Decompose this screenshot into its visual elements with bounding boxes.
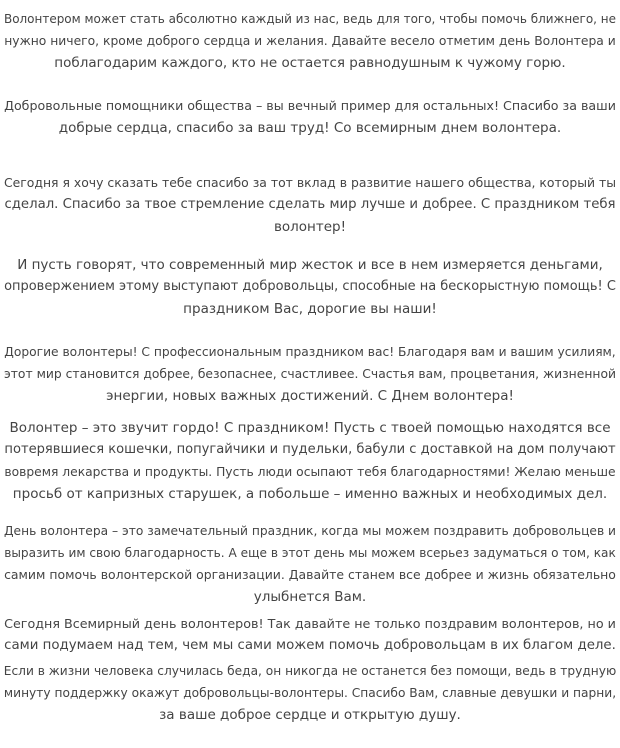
greeting-paragraph-3	[0, 172, 620, 238]
text-line: опровержением этому выступают добровольцы, способные на бескорыстную помощь! С	[4, 279, 616, 294]
text-line: потерявшиеся кошечки, попугайчики и пудельки, бабули с доставкой на дом получают	[4, 442, 616, 457]
greeting-paragraph-9	[0, 660, 620, 726]
text-line: выразить им свою благодарность. А еще в этот день мы можем всерьез задуматься о том, как	[4, 546, 616, 560]
text-line: за ваше доброе сердце и открытую душу.	[159, 707, 461, 723]
text-line: волонтер!	[273, 219, 347, 235]
text-line: сделал. Спасибо за твое стремление сделать мир лучше и добрее. С праздником тебя	[4, 197, 616, 212]
text-line: праздником Вас, дорогие вы наши!	[183, 301, 437, 317]
greeting-paragraph-4	[0, 254, 620, 320]
text-line: вовремя лекарства и продукты. Пусть люди осыпают тебя благодарностями! Желаю меньше	[4, 465, 616, 479]
text-line: И пусть говорят, что современный мир жесток и все в нем измеряется деньгами,	[17, 257, 603, 273]
greeting-paragraph-1	[0, 8, 620, 74]
text-line: этот мир становится добрее, безопаснее, счастливее. Счастья вам, процветания, жизненной	[3, 367, 616, 381]
greeting-paragraph-8	[0, 613, 620, 657]
text-line: энергии, новых важных достижений. С Днем волонтера!	[106, 388, 514, 404]
greeting-paragraph-5	[0, 341, 620, 407]
text-line: просьб от капризных старушек, а побольше – именно важных и необходимых дел.	[12, 486, 608, 502]
text-line: Если в жизни человека случилась беда, он никогда не останется без помощи, ведь в трудную	[3, 664, 617, 678]
text-line: Сегодня Всемирный день волонтеров! Так давайте не только поздравим волонтеров, но и	[4, 616, 616, 631]
text-line: Волонтером может стать абсолютно каждый из нас, ведь для того, чтобы помочь ближнего, не	[3, 12, 617, 26]
greeting-paragraph-2	[0, 95, 620, 139]
text-line: Добровольные помощники общества – вы вечный пример для остальных! Спасибо за ваши	[4, 98, 616, 113]
text-line: улыбнется Вам.	[253, 589, 367, 605]
text-line: Волонтер – это звучит гордо! С праздником! Пусть с твоей помощью находятся все	[9, 420, 611, 436]
text-line: минуту поддержку окажут добровольцы-волонтеры. Спасибо Вам, славные девушки и парни,	[3, 686, 617, 700]
text-line: День волонтера – это замечательный праздник, когда мы можем поздравить добровольцев и	[4, 524, 616, 538]
greeting-paragraph-7	[0, 520, 620, 608]
text-line: сами подумаем над тем, чем мы сами можем помочь добровольцам в их благом деле.	[4, 638, 616, 653]
text-line: Сегодня я хочу сказать тебе спасибо за тот вклад в развитие нашего общества, который ты	[3, 175, 617, 190]
text-line: нужно ничего, кроме доброго сердца и желания. Давайте весело отметим день Волонтера и	[4, 34, 616, 48]
text-line: добрые сердца, спасибо за ваш труд! Со всемирным днем волонтера.	[58, 120, 562, 136]
text-line: Дорогие волонтеры! С профессиональным праздником вас! Благодаря вам и вашим усилиям,	[4, 345, 616, 359]
text-line: поблагодарим каждого, кто не остается равнодушным к чужому горю.	[54, 55, 566, 71]
greeting-paragraph-6	[0, 417, 620, 505]
text-line: самим помочь волонтерской организации. Давайте станем все добрее и жизнь обязательно	[4, 567, 616, 582]
